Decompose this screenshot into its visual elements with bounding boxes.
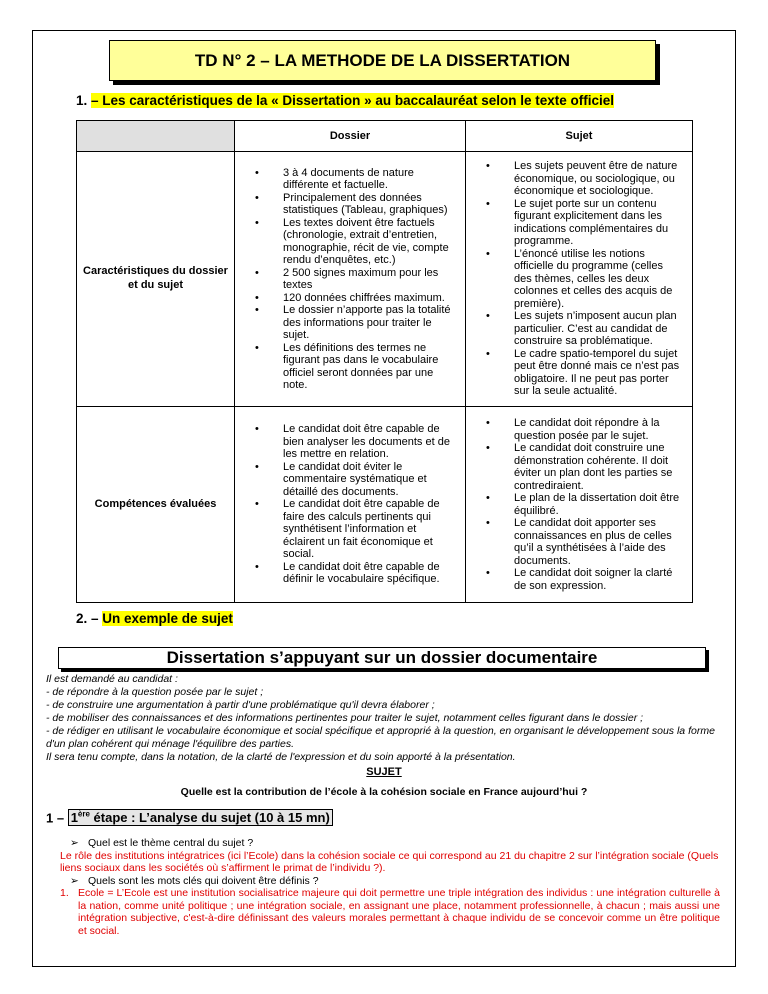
column-header-dossier: Dossier xyxy=(235,121,466,152)
bullet-list xyxy=(235,417,465,592)
list-item: • Le plan de la dissertation doit être équilibré. xyxy=(486,492,680,517)
list-item: • Les textes doivent être factuels (chronologie, extrait d’entretien, monographie, récit de vie, compte rendu d’enquêtes, etc.) xyxy=(255,216,449,266)
bullet-icon: • xyxy=(486,347,490,360)
candidate-instructions xyxy=(46,673,726,764)
bullet-icon: • xyxy=(486,567,490,579)
row-header-competences: Compétences évaluées xyxy=(77,407,235,603)
list-item: • L’énoncé utilise les notions officielle du programme (celles des thèmes, celles les deux colonnes et celles des acquis de première). xyxy=(486,247,673,310)
bullet-icon: • xyxy=(486,442,490,454)
page-title: TD N° 2 – LA METHODE DE LA DISSERTATION xyxy=(109,40,656,81)
step-heading xyxy=(46,810,333,825)
analysis-answer: Le rôle des institutions intégratrices (ici l’Ecole) dans la cohésion sociale ce qui correspond au 21 du chapitre 2 sur l’intégration sociale (Quels liens sociaux dans les sociétés où s’affirment le primat de l’individu ?). xyxy=(60,849,719,874)
sujet-label: SUJET xyxy=(366,766,402,778)
step-number: 1 xyxy=(70,810,78,826)
column-header-sujet: Sujet xyxy=(466,121,693,152)
bullet-list xyxy=(235,161,465,398)
bullet-icon: • xyxy=(255,216,259,229)
step-title-box xyxy=(68,809,333,826)
table-corner xyxy=(77,121,235,152)
list-item: • Le candidat doit être capable de définir le vocabulaire spécifique. xyxy=(255,560,440,586)
bullet-icon: • xyxy=(255,498,259,511)
step-ordinal: ère xyxy=(77,810,90,819)
list-item: • Le candidat doit être capable de bien analyser les documents et de les mettre en relation. xyxy=(255,423,450,461)
bullet-icon: • xyxy=(255,191,259,204)
list-item: • Le candidat doit répondre à la question posée par le sujet. xyxy=(486,417,660,442)
bullet-icon: • xyxy=(486,517,490,529)
numbered-item: 1. Ecole = L’Ecole est une institution socialisatrice majeure qui doit permettre une triple intégration des individus : une intégration culturelle à la nation, comme unité politique ; une intégration sociale, en assignant une place, notamment professionnelle, à chacun ; mais aussi une intégration subjective, c'est-à-dire définissant des valeurs morales permettant à chaque individu de se concevoir comme un être politique et social. xyxy=(60,887,720,937)
list-item: • Le candidat doit apporter ses connaissances en plus de celles qu’il a synthétisées à l’aide des documents. xyxy=(486,517,672,567)
bullet-icon: • xyxy=(255,291,259,304)
list-item: • Le cadre spatio-temporel du sujet peut être donné mais ce n’est pas obligatoire. Il ne peut pas porter sur la seule actualité. xyxy=(486,347,680,398)
bullet-icon: • xyxy=(255,266,259,279)
sujet-question: Quelle est la contribution de l’école à la cohésion sociale en France aujourd’hui ? xyxy=(180,786,588,798)
cell-sujet-competences xyxy=(466,407,693,603)
list-item: • Le sujet porte sur un contenu figurant explicitement dans les indications complémentaires du programme. xyxy=(486,197,669,248)
example-title: Dissertation s’appuyant sur un dossier documentaire xyxy=(58,647,706,669)
list-item: • 3 à 4 documents de nature différente et factuelle. xyxy=(255,166,414,191)
bullet-icon: • xyxy=(255,423,259,436)
bullet-icon: • xyxy=(255,304,259,316)
section-1-number: 1. xyxy=(76,93,92,108)
bullet-list xyxy=(466,411,692,598)
bullet-icon: • xyxy=(255,166,259,179)
bullet-icon: • xyxy=(486,160,490,173)
list-item: • Le candidat doit être capable de faire des calculs pertinents qui synthétisent l’information et éclairent un fait économique et social. xyxy=(255,498,440,561)
characteristics-table xyxy=(76,120,693,603)
list-item: • Les sujets peuvent être de nature économique, ou sociologique, ou économique et sociologique. xyxy=(486,160,678,198)
list-item: • Le candidat doit éviter le commentaire systématique et détaillé des documents. xyxy=(255,460,427,498)
instruction-line: - de rédiger en utilisant le vocabulaire économique et social spécifique et approprié à la question, en organisant le développement sous la forme d'un plan cohérent qui ménage l'équilibre des parties. xyxy=(46,725,715,750)
bullet-list xyxy=(466,154,692,404)
bullet-icon: • xyxy=(486,197,490,210)
arrow-bullet-icon: ➢ xyxy=(70,837,79,849)
analysis-question: ➢ Quels sont les mots clés qui doivent être définis ? xyxy=(70,874,319,887)
section-2-text: Un exemple de sujet xyxy=(102,611,233,626)
bullet-icon: • xyxy=(255,560,259,573)
list-item: • Le dossier n’apporte pas la totalité des informations pour traiter le sujet. xyxy=(255,304,451,341)
instruction-line: Il sera tenu compte, dans la notation, de la clarté de l'expression et du soin apporté à la présentation. xyxy=(46,751,516,763)
section-1-heading xyxy=(76,93,614,108)
bullet-icon: • xyxy=(486,247,490,260)
cell-sujet-caracteristiques xyxy=(466,152,693,407)
bullet-icon: • xyxy=(486,417,490,429)
bullet-icon: • xyxy=(486,310,490,323)
analysis-question: ➢ Quel est le thème central du sujet ? xyxy=(70,837,254,849)
instruction-line: - de mobiliser des connaissances et des informations pertinentes pour traiter le sujet, notamment celles figurant dans le dossier ; xyxy=(46,712,644,724)
bullet-icon: • xyxy=(255,460,259,473)
instruction-line: - de construire une argumentation à partir d'une problématique qu'il devra élaborer ; xyxy=(46,699,435,711)
cell-dossier-competences xyxy=(235,407,466,603)
list-item: • 120 données chiffrées maximum. xyxy=(255,291,445,304)
list-item: • Les sujets n’imposent aucun plan particulier. C’est au candidat de construire sa problématique. xyxy=(486,310,677,348)
step-prefix: 1 – xyxy=(46,810,68,826)
instruction-line: Il est demandé au candidat : xyxy=(46,673,178,685)
bullet-icon: • xyxy=(255,341,259,354)
list-item: • Principalement des données statistiques (Tableau, graphiques) xyxy=(255,191,448,216)
section-2-number: 2. – xyxy=(76,611,103,626)
step-title: étape : L’analyse du sujet (10 à 15 mn) xyxy=(89,810,330,826)
list-item: • 2 500 signes maximum pour les textes xyxy=(255,266,439,291)
list-item: • Les définitions des termes ne figurant pas dans le vocabulaire officiel seront données par une note. xyxy=(255,341,439,391)
list-item: • Le candidat doit soigner la clarté de son expression. xyxy=(486,567,673,592)
bullet-icon: • xyxy=(486,492,490,504)
section-2-heading xyxy=(76,611,233,626)
analysis-section xyxy=(60,837,720,937)
arrow-bullet-icon: ➢ xyxy=(70,874,79,887)
item-number: 1. xyxy=(60,887,69,899)
cell-dossier-caracteristiques xyxy=(235,152,466,407)
instruction-line: - de répondre à la question posée par le sujet ; xyxy=(46,686,264,698)
row-header-caracteristiques: Caractéristiques du dossier et du sujet xyxy=(77,152,235,407)
list-item: • Le candidat doit construire une démonstration cohérente. Il doit éviter un plan dont les parties se contrediraient. xyxy=(486,442,673,492)
section-1-text: – Les caractéristiques de la « Dissertation » au baccalauréat selon le texte officiel xyxy=(91,93,614,108)
